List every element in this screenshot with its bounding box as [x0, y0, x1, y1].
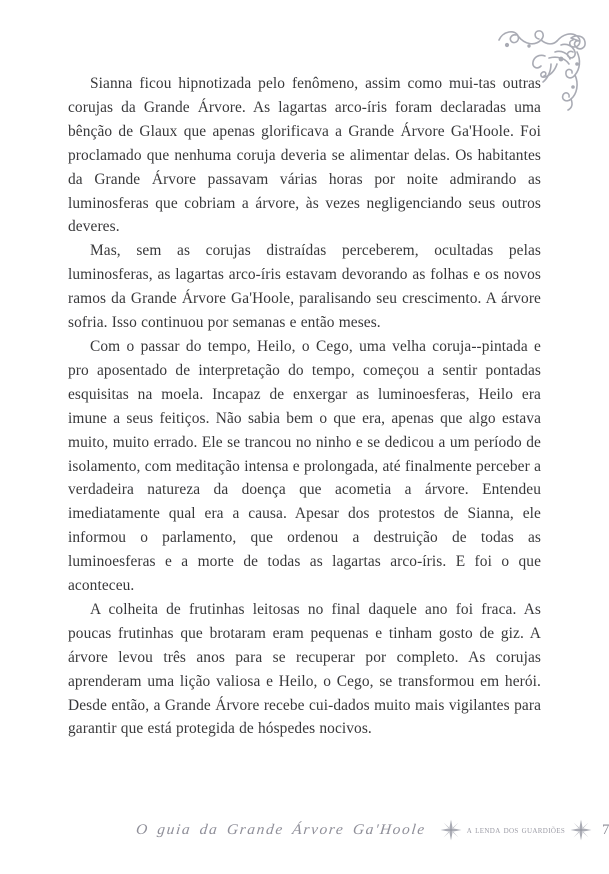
series-title: a lenda dos guardiões	[466, 824, 566, 836]
paragraph: Mas, sem as corujas distraídas perceberem, ocultadas pelas luminosferas, as lagartas arco-íris estavam devorando as folhas e os novos ramos da Grande Árvore Ga'Hoole, paralisando seu crescimento. A árvore sofria. Isso continuou por semanas e então meses.	[68, 242, 541, 332]
paragraph: Sianna ficou hipnotizada pelo fenômeno, assim como mui-tas outras corujas da Grande Árvore. As lagartas arco-íris foram declaradas uma bênção de Glaux que apenas glorificava a Grande Árvore Ga'Hoole. Foi proclamado que nenhuma coruja deveria se alimentar delas. Os habitantes da Grande Árvore passavam várias horas por noite admirando as luminosferas que cobriam a árvore, às vezes negligenciando seus outros deveres.	[68, 75, 541, 236]
body-text-column	[68, 72, 541, 741]
paragraph: Com o passar do tempo, Heilo, o Cego, uma velha coruja--pintada e pro aposentado de interpretação do tempo, começou a sentir pontadas esquisitas na moela. Incapaz de enxergar as luminoesferas, Heilo era imune a seus feitiços. Não sabia bem o que era, apenas que algo estava muito, muito errado. Ele se trancou no ninho e se dedicou a um período de isolamento, com meditação intensa e prolongada, até finalmente perceber a verdadeira natureza da doença que acometia a árvore. Entendeu imediatamente qual era a causa. Apesar dos protestos de Sianna, ele informou o parlamento, que ordenou a destruição de todas as luminoesferas e a morte de todas as lagartas arco-íris. E foi o que aconteceu.	[68, 337, 541, 595]
eight-point-star-icon	[440, 819, 462, 841]
running-title: O guia da Grande Árvore Ga'Hoole	[135, 821, 427, 838]
paragraph: A colheita de frutinhas leitosas no final daquele ano foi fraca. As poucas frutinhas que brotaram eram pequenas e tinham gosto de giz. A árvore levou três anos para se recuperar por completo. As corujas aprenderam uma lição valiosa e Heilo, o Cego, se transformou em herói. Desde então, a Grande Árvore recebe cui-dados muito mais vigilantes para garantir que está protegida de hóspedes nocivos.	[68, 600, 541, 738]
page-number: 7	[602, 821, 609, 838]
eight-point-star-icon	[570, 819, 592, 841]
page-footer	[0, 812, 609, 848]
